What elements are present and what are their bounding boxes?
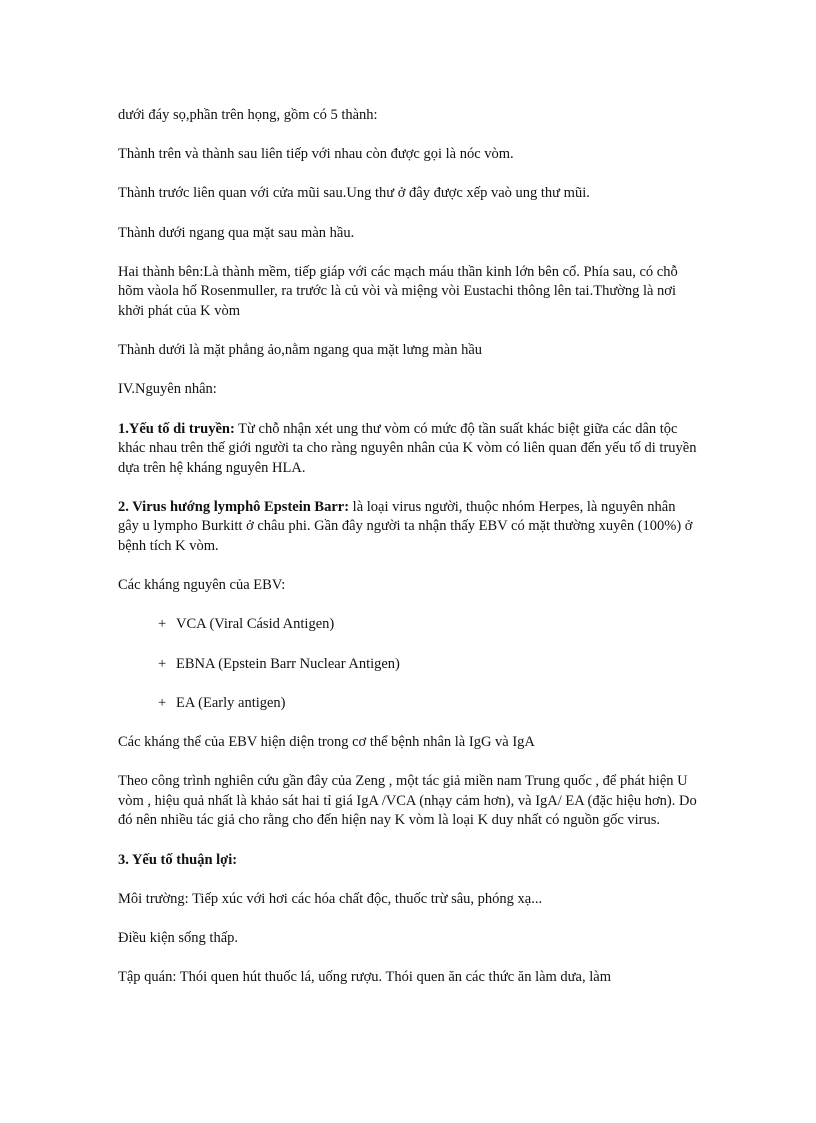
paragraph-floor: Thành dưới là mặt phẳng ảo,nằm ngang qua mặt lưng màn hầu (118, 342, 483, 359)
paragraph-ebv (118, 498, 698, 557)
genetic-text: Từ chỗ nhận xét ung thư vòm có mức độ tần suất khác biệt giữa các dân tộc khác nhau trên thế giới người ta cho ràng nguyên nhân của K vòm có liên quan đến yếu tố di truyền dựa trên hệ kháng nguyên HLA. (118, 420, 697, 476)
genetic-title: 1.Yếu tố di truyền: (118, 420, 235, 437)
list-item (118, 615, 698, 635)
paragraph-living: Điều kiện sống thấp. (118, 929, 239, 946)
paragraph-genetic (118, 420, 698, 479)
antigen-ebna: EBNA (Epstein Barr Nuclear Antigen) (176, 655, 400, 672)
paragraph-habits: Tập quán: Thói quen hút thuốc lá, uống rượu. Thói quen ăn các thức ăn làm dưa, làm (118, 969, 611, 986)
paragraph-side-walls: Hai thành bên:Là thành mềm, tiếp giáp với các mạch máu thần kinh lớn bên cổ. Phía sau, có chỗ hõm vàola hố Rosenmuller, ra trước là củ vòi và miệng vòi Eustachi thông lên tai.Thường là nơi khởi phát của K vòm (118, 263, 678, 319)
section-heading-favorable (118, 851, 698, 871)
bullet-plus: + (158, 694, 167, 711)
ebv-title: 2. Virus hướng lymphô Epstein Barr: (118, 498, 350, 515)
paragraph-front-wall: Thành trước liên quan với cửa mũi sau.Ung thư ở đây được xếp vaò ung thư mũi. (118, 185, 590, 202)
bullet-plus: + (158, 655, 167, 672)
list-item (118, 694, 698, 714)
ebv-text: là loại virus người, thuộc nhóm Herpes, là nguyên nhân gây u lympho Burkitt ở châu phi. Gần đây người ta nhận thấy EBV có mặt thường xuyên (100%) ở bệnh tích K vòm. (118, 498, 693, 555)
document-page (118, 106, 698, 1007)
paragraph-roof: Thành trên và thành sau liên tiếp với nhau còn được gọi là nóc vòm. (118, 146, 514, 163)
bullet-plus: + (158, 616, 167, 633)
antigen-vca: VCA (Viral Cásid Antigen) (176, 616, 335, 633)
paragraph-walls-intro: dưới đáy sọ,phần trên họng, gồm có 5 thành: (118, 107, 378, 123)
paragraph-antigens-intro: Các kháng nguyên của EBV: (118, 577, 286, 594)
list-item (118, 655, 698, 675)
antigen-ea: EA (Early antigen) (176, 694, 286, 711)
paragraph-environment: Môi trường: Tiếp xúc với hơi các hóa chất độc, thuốc trừ sâu, phóng xạ... (118, 890, 543, 907)
paragraph-lower-wall: Thành dưới ngang qua mặt sau màn hầu. (118, 224, 355, 241)
favorable-title: 3. Yếu tố thuận lợi: (118, 851, 238, 868)
paragraph-zeng: Theo công trình nghiên cứu gần đây của Zeng , một tác giả miền nam Trung quốc , để phát hiện U vòm , hiệu quả nhất là khảo sát hai tỉ giá IgA /VCA (nhạy cảm hơn), và IgA/ EA (đặc hiệu hơn). Do đó nên nhiều tác giả cho rằng cho đến hiện nay K vòm là loại K duy nhất có nguồn gốc virus. (118, 773, 697, 829)
section-heading-causes: IV.Nguyên nhân: (118, 381, 217, 398)
paragraph-antibodies: Các kháng thể của EBV hiện diện trong cơ thể bệnh nhân là IgG và IgA (118, 734, 535, 750)
